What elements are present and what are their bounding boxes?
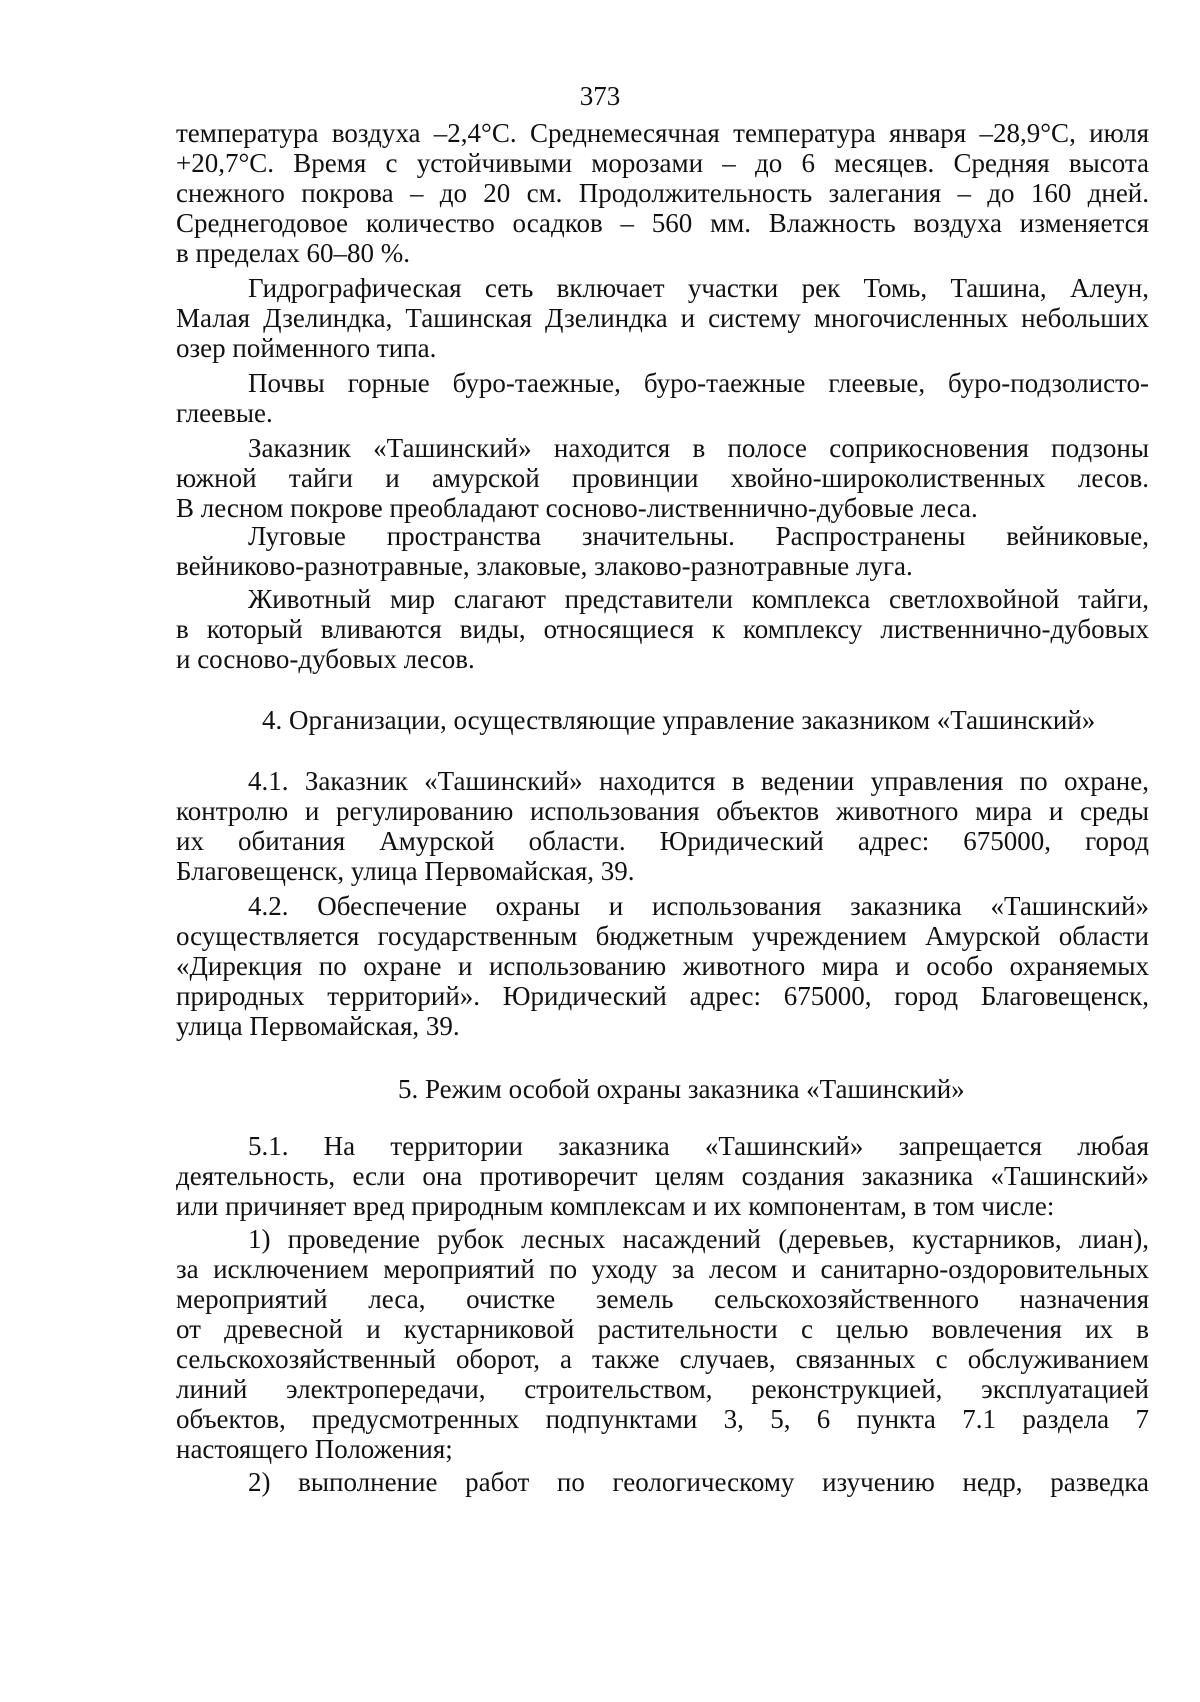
p51-line: 5.1. На территории заказника «Ташинский» запрещается любая (248, 1131, 1149, 1161)
fauna-line: в который вливаются виды, относящиеся к комплексу лиственнично-дубовых (176, 614, 1149, 644)
fauna-line: и сосново-дубовых лесов. (176, 644, 475, 674)
item1-line: 1) проведение рубок лесных насаждений (деревьев, кустарников, лиан), (248, 1224, 1149, 1254)
soils-line: Почвы горные буро-таежные, буро-таежные глеевые, буро-подзолисто- (248, 368, 1149, 398)
item1-line: мероприятий леса, очистке земель сельскохозяйственного назначения (176, 1284, 1149, 1314)
hydro-line: Гидрографическая сеть включает участки рек Томь, Ташина, Алеун, (248, 273, 1149, 303)
p42-line: осуществляется государственным бюджетным учреждением Амурской области (176, 921, 1149, 951)
climate-line: +20,7°C. Время с устойчивыми морозами – до 6 месяцев. Средняя высота (176, 148, 1149, 178)
item1-line: линий электропередачи, строительством, реконструкцией, эксплуатацией (176, 1374, 1149, 1404)
soils-line: глеевые. (176, 398, 273, 428)
p42-line: природных территорий». Юридический адрес: 675000, город Благовещенск, (176, 981, 1149, 1011)
hydro-line: озер пойменного типа. (176, 333, 437, 363)
p51-line: деятельность, если она противоречит целям создания заказника «Ташинский» (176, 1161, 1149, 1191)
p41-line: их обитания Амурской области. Юридический адрес: 675000, город (176, 826, 1149, 856)
item1-line: объектов, предусмотренных подпунктами 3, 5, 6 пункта 7.1 раздела 7 (176, 1404, 1149, 1434)
section-4-heading: 4. Организации, осуществляющие управление заказником «Ташинский» (262, 705, 1096, 735)
item1-line: за исключением мероприятий по уходу за лесом и санитарно-оздоровительных (176, 1254, 1149, 1284)
meadows-line: вейниково-разнотравные, злаковые, злаково-разнотравные луга. (176, 551, 913, 581)
forest-line: южной тайги и амурской провинции хвойно-широколиственных лесов. (176, 463, 1149, 493)
page-number: 373 (579, 81, 621, 111)
climate-line: снежного покрова – до 20 см. Продолжительность залегания – до 160 дней. (176, 178, 1149, 208)
meadows-line: Луговые пространства значительны. Распространены вейниковые, (248, 521, 1149, 551)
hydro-line: Малая Дзелиндка, Ташинская Дзелиндка и систему многочисленных небольших (176, 303, 1149, 333)
forest-line: Заказник «Ташинский» находится в полосе соприкосновения подзоны (248, 433, 1149, 463)
climate-line: в пределах 60–80 %. (176, 238, 410, 268)
item1-line: сельскохозяйственный оборот, а также случаев, связанных с обслуживанием (176, 1344, 1149, 1374)
p41-line: 4.1. Заказник «Ташинский» находится в ведении управления по охране, (248, 766, 1149, 796)
p42-line: 4.2. Обеспечение охраны и использования заказника «Ташинский» (248, 891, 1149, 921)
p41-line: контролю и регулированию использования объектов животного мира и среды (176, 796, 1149, 826)
p41-line: Благовещенск, улица Первомайская, 39. (176, 856, 635, 886)
item1-line: от древесной и кустарниковой растительности с целью вовлечения их в (176, 1314, 1149, 1344)
climate-line: Среднегодовое количество осадков – 560 мм. Влажность воздуха изменяется (176, 208, 1149, 238)
forest-line: В лесном покрове преобладают сосново-лиственнично-дубовые леса. (176, 493, 978, 523)
p42-line: улица Первомайская, 39. (176, 1011, 460, 1041)
fauna-line: Животный мир слагают представители комплекса светлохвойной тайги, (248, 584, 1149, 614)
item2-line: 2) выполнение работ по геологическому изучению недр, разведка (248, 1467, 1149, 1497)
p42-line: «Дирекция по охране и использованию животного мира и особо охраняемых (176, 951, 1149, 981)
section-5-heading: 5. Режим особой охраны заказника «Ташинский» (398, 1074, 965, 1104)
climate-line: температура воздуха –2,4°C. Среднемесячная температура января –28,9°C, июля (176, 118, 1149, 148)
item1-line: настоящего Положения; (176, 1434, 453, 1464)
p51-line: или причиняет вред природным комплексам и их компонентам, в том числе: (176, 1191, 1055, 1221)
